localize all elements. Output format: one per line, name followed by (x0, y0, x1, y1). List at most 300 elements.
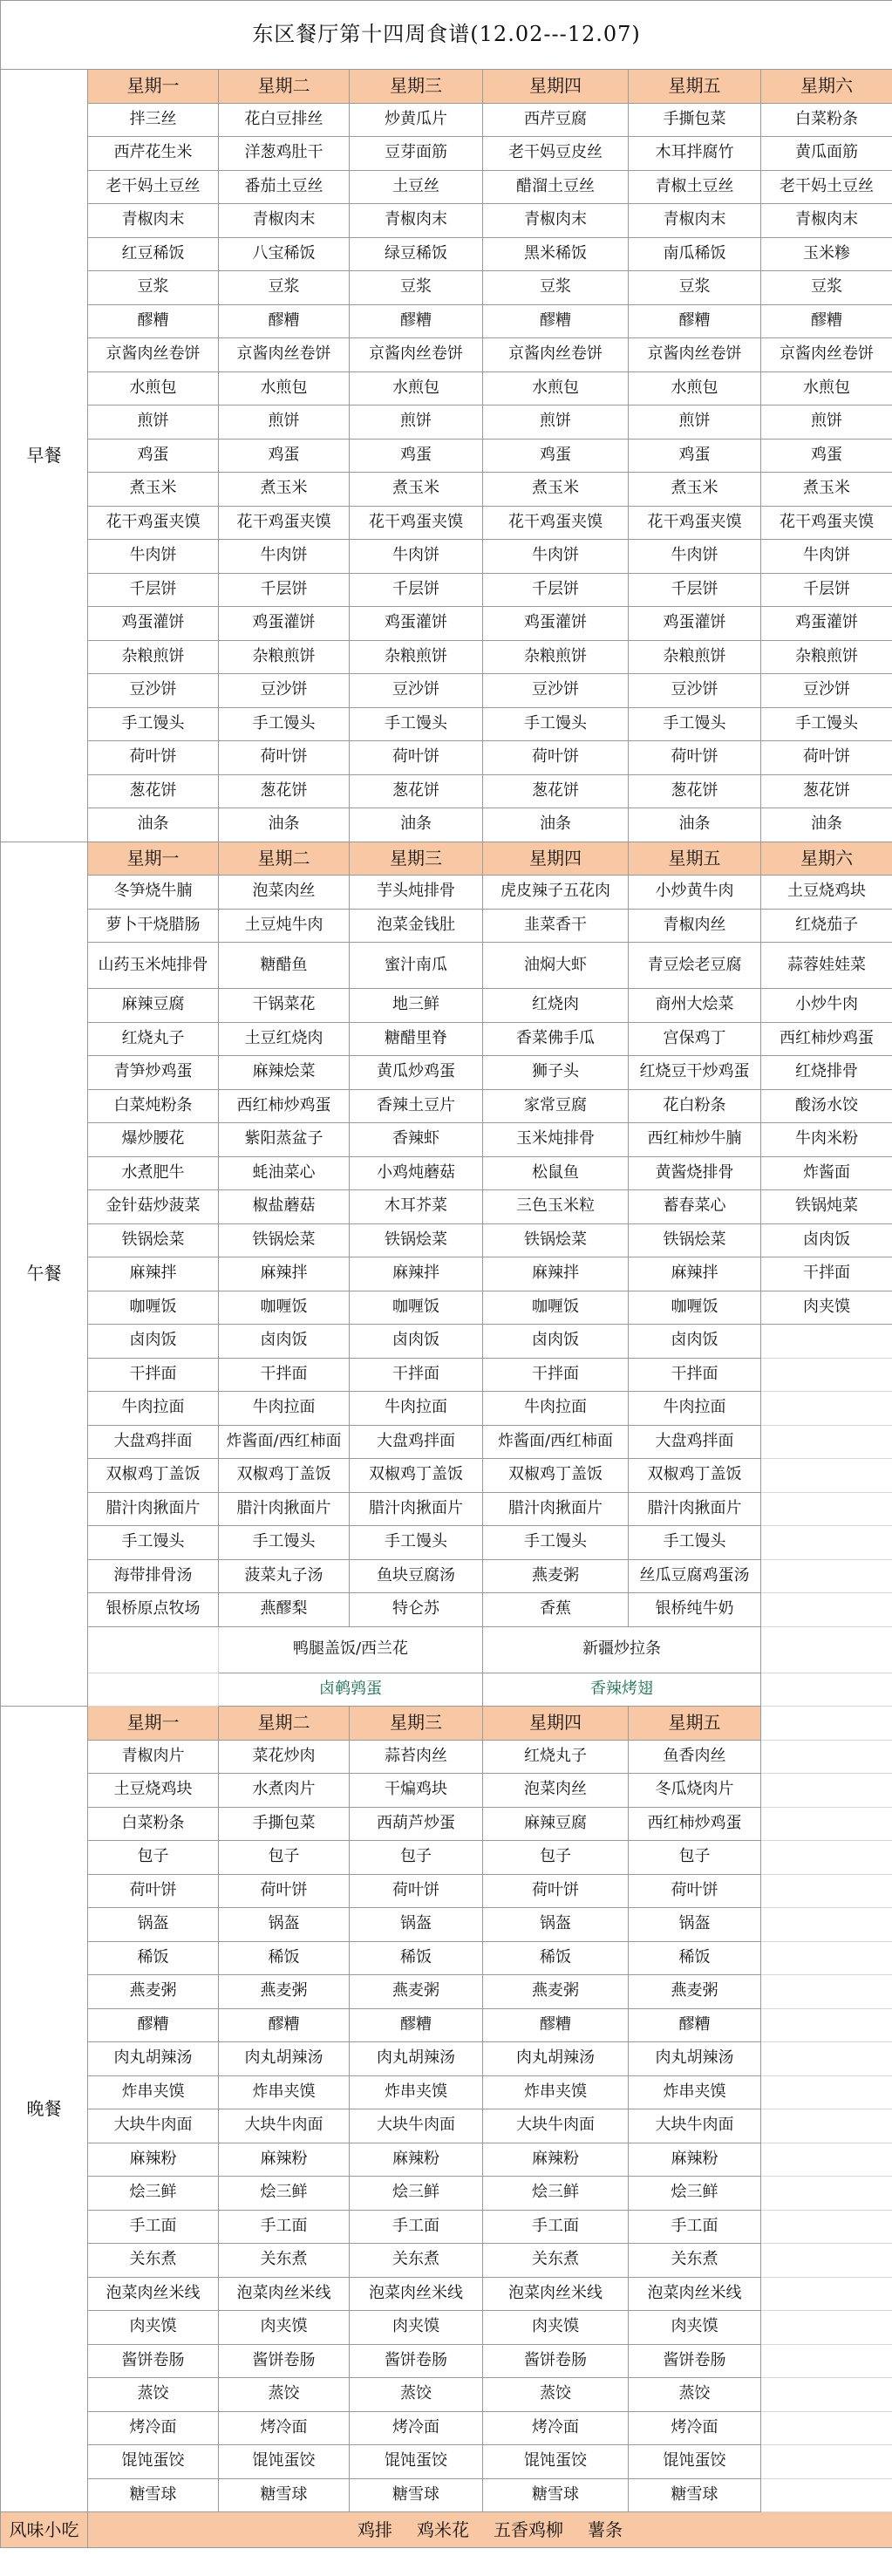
menu-cell: 煎饼 (219, 405, 350, 440)
menu-cell: 炸酱面 (761, 1156, 892, 1190)
menu-cell: 土豆丝 (350, 170, 483, 204)
breakfast-row (1, 338, 892, 372)
menu-cell: 水煮肉片 (219, 1774, 350, 1808)
menu-cell: 手工面 (88, 2210, 219, 2244)
menu-cell: 双椒鸡丁盖饭 (219, 1459, 350, 1493)
menu-cell: 醪糟 (88, 304, 219, 338)
menu-cell: 京酱肉丝卷饼 (629, 338, 761, 372)
menu-cell: 红豆稀饭 (88, 237, 219, 271)
menu-cell: 手工馒头 (761, 707, 892, 741)
menu-cell: 蚝油菜心 (219, 1156, 350, 1190)
menu-cell: 香辣虾 (350, 1123, 483, 1157)
menu-cell: 牛肉拉面 (629, 1392, 761, 1426)
lunch-row (1, 1325, 892, 1359)
menu-cell: 锅盔 (629, 1908, 761, 1942)
menu-cell: 千层饼 (350, 573, 483, 607)
empty-cell (761, 2008, 892, 2042)
menu-cell: 冬瓜烧肉片 (629, 1774, 761, 1808)
day-header: 星期一 (88, 842, 219, 876)
menu-cell: 锅盔 (350, 1908, 483, 1942)
menu-cell: 牛肉饼 (350, 540, 483, 574)
snacks-row (1, 2512, 892, 2548)
menu-cell: 麻辣豆腐 (88, 989, 219, 1023)
menu-cell: 家常豆腐 (483, 1089, 629, 1123)
menu-cell: 泡菜肉丝米线 (219, 2277, 350, 2311)
menu-cell: 杂粮煎饼 (219, 640, 350, 674)
menu-cell: 肉丸胡辣汤 (629, 2042, 761, 2076)
menu-cell: 青笋炒鸡蛋 (88, 1056, 219, 1090)
empty-cell (761, 2042, 892, 2076)
menu-cell: 酱饼卷肠 (350, 2344, 483, 2378)
menu-cell: 香辣土豆片 (350, 1089, 483, 1123)
menu-cell: 麻辣拌 (219, 1257, 350, 1291)
snacks-list (88, 2512, 892, 2548)
lunch-row (1, 1123, 892, 1157)
menu-cell: 铁锅炖菜 (761, 1190, 892, 1224)
menu-cell: 青豆烩老豆腐 (629, 943, 761, 989)
menu-cell: 醋溜土豆丝 (483, 170, 629, 204)
menu-cell: 老干妈土豆丝 (88, 170, 219, 204)
menu-cell: 肉夹馍 (629, 2311, 761, 2345)
menu-cell: 松鼠鱼 (483, 1156, 629, 1190)
menu-cell: 鸡蛋 (88, 439, 219, 473)
dinner-row (1, 1807, 892, 1841)
menu-cell: 鸡蛋灌饼 (761, 607, 892, 641)
dinner-row (1, 1874, 892, 1908)
menu-cell: 大块牛肉面 (483, 2109, 629, 2143)
menu-cell: 腊汁肉揪面片 (483, 1492, 629, 1526)
menu-cell: 葱花饼 (350, 774, 483, 808)
menu-cell: 煮玉米 (483, 473, 629, 507)
menu-cell: 咖喱饭 (219, 1291, 350, 1325)
menu-cell: 手工面 (350, 2210, 483, 2244)
lunch-row (1, 1392, 892, 1426)
menu-cell: 菠菜丸子汤 (219, 1559, 350, 1593)
menu-cell: 鸡蛋 (761, 439, 892, 473)
snack-item: 薯条 (588, 2518, 623, 2540)
menu-cell: 黄酱烧排骨 (629, 1156, 761, 1190)
day-header: 星期一 (88, 1707, 219, 1741)
menu-cell: 老干妈土豆丝 (761, 170, 892, 204)
dinner-row (1, 2411, 892, 2445)
menu-cell: 小炒牛肉 (761, 989, 892, 1023)
menu-cell: 蓄春菜心 (629, 1190, 761, 1224)
day-header: 星期六 (761, 70, 892, 104)
menu-cell: 菜花炒肉 (219, 1740, 350, 1774)
menu-title: 东区餐厅第十四周食谱(12.02---12.07) (1, 1, 892, 70)
menu-cell: 炸串夹馍 (219, 2075, 350, 2109)
menu-cell: 酱饼卷肠 (629, 2344, 761, 2378)
menu-cell: 葱花饼 (483, 774, 629, 808)
menu-cell: 煮玉米 (219, 473, 350, 507)
breakfast-row (1, 808, 892, 842)
menu-cell: 油条 (629, 808, 761, 842)
menu-cell: 关东煮 (629, 2244, 761, 2278)
dinner-row (1, 2277, 892, 2311)
menu-cell: 蜜汁南瓜 (350, 943, 483, 989)
menu-cell: 手工馒头 (219, 1526, 350, 1560)
menu-cell: 玉米炖排骨 (483, 1123, 629, 1157)
menu-cell: 小鸡炖蘑菇 (350, 1156, 483, 1190)
menu-cell: 拌三丝 (88, 103, 219, 137)
menu-cell: 烤冷面 (350, 2411, 483, 2445)
dinner-row (1, 1740, 892, 1774)
empty-cell (761, 2244, 892, 2278)
menu-cell: 大块牛肉面 (219, 2109, 350, 2143)
empty-cell (761, 2143, 892, 2177)
menu-cell: 肉夹馍 (88, 2311, 219, 2345)
menu-cell: 蒸饺 (219, 2378, 350, 2412)
menu-cell: 稀饭 (629, 1941, 761, 1975)
menu-cell: 花干鸡蛋夹馍 (350, 506, 483, 540)
day-header: 星期三 (350, 1707, 483, 1741)
menu-cell: 牛肉拉面 (350, 1392, 483, 1426)
dinner-row (1, 1841, 892, 1875)
menu-cell: 卤肉饭 (483, 1325, 629, 1359)
menu-cell: 青椒肉末 (483, 204, 629, 238)
meal-label-breakfast: 早餐 (1, 70, 88, 842)
menu-cell: 牛肉拉面 (483, 1392, 629, 1426)
menu-cell: 麻辣粉 (483, 2143, 629, 2177)
menu-cell: 炸串夹馍 (88, 2075, 219, 2109)
menu-cell: 腊汁肉揪面片 (88, 1492, 219, 1526)
empty-cell (761, 1626, 892, 1673)
menu-cell: 干拌面 (219, 1358, 350, 1392)
menu-cell: 酸汤水饺 (761, 1089, 892, 1123)
menu-cell: 煮玉米 (350, 473, 483, 507)
menu-cell: 牛肉饼 (219, 540, 350, 574)
menu-cell: 麻辣拌 (483, 1257, 629, 1291)
menu-cell: 西红柿炒鸡蛋 (629, 1807, 761, 1841)
empty-cell (761, 2311, 892, 2345)
menu-cell: 千层饼 (88, 573, 219, 607)
menu-cell: 新疆炒拉条 (483, 1626, 761, 1673)
menu-cell: 花干鸡蛋夹馍 (761, 506, 892, 540)
menu-cell: 牛肉饼 (88, 540, 219, 574)
menu-cell: 千层饼 (629, 573, 761, 607)
menu-cell: 鸡蛋灌饼 (350, 607, 483, 641)
menu-cell: 卤肉饭 (219, 1325, 350, 1359)
menu-cell: 虎皮辣子五花肉 (483, 876, 629, 910)
empty-cell (761, 1325, 892, 1359)
menu-cell: 牛肉拉面 (88, 1392, 219, 1426)
menu-cell: 麻辣粉 (629, 2143, 761, 2177)
menu-cell: 油条 (219, 808, 350, 842)
menu-cell: 稀饭 (219, 1941, 350, 1975)
lunch-row (1, 1593, 892, 1627)
menu-cell: 关东煮 (219, 2244, 350, 2278)
day-header: 星期二 (219, 1707, 350, 1741)
menu-cell: 糖雪球 (350, 2478, 483, 2512)
menu-cell: 煮玉米 (761, 473, 892, 507)
menu-cell: 香蕉 (483, 1593, 629, 1627)
menu-cell: 西红柿炒牛腩 (629, 1123, 761, 1157)
menu-cell: 肉丸胡辣汤 (483, 2042, 629, 2076)
menu-cell: 卤肉饭 (761, 1223, 892, 1257)
menu-cell: 鸡蛋灌饼 (483, 607, 629, 641)
menu-cell: 肉丸胡辣汤 (88, 2042, 219, 2076)
menu-cell: 青椒肉末 (629, 204, 761, 238)
menu-cell: 豆浆 (350, 271, 483, 305)
empty-cell (761, 1941, 892, 1975)
menu-cell: 水煎包 (761, 371, 892, 405)
lunch-row (1, 989, 892, 1023)
menu-cell: 燕麦粥 (88, 1975, 219, 2009)
dinner-row (1, 2143, 892, 2177)
breakfast-row (1, 371, 892, 405)
menu-cell: 青椒土豆丝 (629, 170, 761, 204)
menu-cell: 椒盐蘑菇 (219, 1190, 350, 1224)
menu-cell: 香菜佛手瓜 (483, 1022, 629, 1056)
menu-cell: 绿豆稀饭 (350, 237, 483, 271)
lunch-row (1, 876, 892, 910)
menu-cell: 西红柿炒鸡蛋 (219, 1089, 350, 1123)
menu-cell: 手工馒头 (350, 707, 483, 741)
menu-cell: 牛肉饼 (483, 540, 629, 574)
menu-cell: 青椒肉片 (88, 1740, 219, 1774)
breakfast-row (1, 439, 892, 473)
lunch-row (1, 1358, 892, 1392)
menu-cell: 麻辣粉 (350, 2143, 483, 2177)
menu-cell: 宫保鸡丁 (629, 1022, 761, 1056)
menu-cell: 鸡蛋灌饼 (88, 607, 219, 641)
menu-cell: 腊汁肉揪面片 (629, 1492, 761, 1526)
menu-cell: 烩三鲜 (219, 2177, 350, 2211)
menu-cell: 烤冷面 (219, 2411, 350, 2445)
menu-cell: 玉米糁 (761, 237, 892, 271)
menu-cell: 糖雪球 (629, 2478, 761, 2512)
menu-cell: 锅盔 (88, 1908, 219, 1942)
breakfast-row (1, 774, 892, 808)
menu-cell: 葱花饼 (761, 774, 892, 808)
menu-cell: 豆浆 (483, 271, 629, 305)
menu-cell: 老干妈豆皮丝 (483, 137, 629, 171)
dinner-row (1, 2008, 892, 2042)
menu-cell: 稀饭 (483, 1941, 629, 1975)
menu-cell: 油条 (761, 808, 892, 842)
day-header: 星期四 (483, 1707, 629, 1741)
day-header: 星期四 (483, 70, 629, 104)
menu-cell: 手工面 (629, 2210, 761, 2244)
menu-cell: 煎饼 (88, 405, 219, 440)
menu-cell: 荷叶饼 (761, 741, 892, 775)
menu-cell: 煎饼 (761, 405, 892, 440)
menu-cell: 荷叶饼 (483, 741, 629, 775)
menu-cell: 包子 (629, 1841, 761, 1875)
menu-cell: 醪糟 (219, 304, 350, 338)
menu-cell: 大块牛肉面 (88, 2109, 219, 2143)
menu-cell: 馄饨蛋饺 (88, 2445, 219, 2479)
menu-cell: 双椒鸡丁盖饭 (88, 1459, 219, 1493)
menu-cell: 鸡蛋 (629, 439, 761, 473)
menu-cell: 铁锅烩菜 (483, 1223, 629, 1257)
menu-cell: 水煎包 (88, 371, 219, 405)
menu-cell: 醪糟 (761, 304, 892, 338)
menu-cell: 稀饭 (350, 1941, 483, 1975)
menu-cell: 西芹花生米 (88, 137, 219, 171)
snack-item: 五香鸡柳 (494, 2518, 564, 2540)
menu-cell: 干拌面 (483, 1358, 629, 1392)
menu-cell: 烩三鲜 (629, 2177, 761, 2211)
menu-cell: 花白豆排丝 (219, 103, 350, 137)
menu-cell: 手撕包菜 (629, 103, 761, 137)
menu-cell: 醪糟 (483, 304, 629, 338)
menu-cell: 三色玉米粒 (483, 1190, 629, 1224)
empty-cell (761, 1492, 892, 1526)
menu-cell: 荷叶饼 (483, 1874, 629, 1908)
menu-cell: 青椒肉末 (350, 204, 483, 238)
empty-cell (761, 2478, 892, 2512)
menu-cell: 麻辣拌 (629, 1257, 761, 1291)
dinner-row (1, 2445, 892, 2479)
menu-cell: 红烧丸子 (88, 1022, 219, 1056)
empty-cell (761, 1975, 892, 2009)
menu-cell: 荷叶饼 (350, 741, 483, 775)
empty-cell (88, 1673, 219, 1707)
breakfast-row (1, 473, 892, 507)
menu-cell-special: 卤鹌鹑蛋 (219, 1673, 483, 1707)
menu-cell: 手工馒头 (350, 1526, 483, 1560)
menu-cell: 肉丸胡辣汤 (219, 2042, 350, 2076)
menu-cell: 丝瓜豆腐鸡蛋汤 (629, 1559, 761, 1593)
menu-cell: 咖喱饭 (483, 1291, 629, 1325)
menu-cell: 小炒黄牛肉 (629, 876, 761, 910)
lunch-row (1, 1526, 892, 1560)
menu-cell: 卤肉饭 (629, 1325, 761, 1359)
dinner-row (1, 2177, 892, 2211)
menu-cell: 醪糟 (350, 304, 483, 338)
menu-cell: 荷叶饼 (629, 741, 761, 775)
breakfast-row (1, 707, 892, 741)
menu-cell: 杂粮煎饼 (88, 640, 219, 674)
breakfast-row (1, 573, 892, 607)
lunch-row (1, 1291, 892, 1325)
menu-cell: 燕麦粥 (629, 1975, 761, 2009)
menu-cell: 泡菜肉丝米线 (629, 2277, 761, 2311)
menu-cell: 馄饨蛋饺 (350, 2445, 483, 2479)
menu-cell: 荷叶饼 (88, 741, 219, 775)
menu-cell: 煮玉米 (88, 473, 219, 507)
menu-cell: 荷叶饼 (629, 1874, 761, 1908)
menu-cell: 葱花饼 (88, 774, 219, 808)
dinner-row (1, 2478, 892, 2512)
menu-cell: 木耳芥菜 (350, 1190, 483, 1224)
menu-cell: 炸串夹馍 (629, 2075, 761, 2109)
menu-cell: 牛肉饼 (629, 540, 761, 574)
menu-cell: 牛肉饼 (761, 540, 892, 574)
menu-cell: 烩三鲜 (350, 2177, 483, 2211)
menu-cell: 豆沙饼 (483, 674, 629, 708)
menu-cell: 铁锅烩菜 (350, 1223, 483, 1257)
empty-cell (761, 1459, 892, 1493)
menu-cell: 手工馒头 (629, 707, 761, 741)
menu-cell: 杂粮煎饼 (350, 640, 483, 674)
menu-cell: 干拌面 (629, 1358, 761, 1392)
menu-cell: 铁锅烩菜 (629, 1223, 761, 1257)
menu-cell: 鱼块豆腐汤 (350, 1559, 483, 1593)
menu-cell: 油条 (88, 808, 219, 842)
lunch-row (1, 1223, 892, 1257)
menu-cell: 烩三鲜 (483, 2177, 629, 2211)
breakfast-row (1, 506, 892, 540)
menu-cell: 豆芽面筋 (350, 137, 483, 171)
menu-cell: 燕醪梨 (219, 1593, 350, 1627)
menu-cell: 冬笋烧牛腩 (88, 876, 219, 910)
menu-cell: 糖雪球 (219, 2478, 350, 2512)
dinner-row (1, 1908, 892, 1942)
menu-cell: 蒜蓉娃娃菜 (761, 943, 892, 989)
breakfast-row (1, 137, 892, 171)
menu-cell: 蒜苔肉丝 (350, 1740, 483, 1774)
menu-cell: 烤冷面 (88, 2411, 219, 2445)
menu-cell: 花干鸡蛋夹馍 (483, 506, 629, 540)
menu-cell: 手工面 (483, 2210, 629, 2244)
menu-cell: 干锅菜花 (219, 989, 350, 1023)
day-header: 星期二 (219, 842, 350, 876)
menu-cell: 醪糟 (629, 2008, 761, 2042)
menu-cell: 炸串夹馍 (483, 2075, 629, 2109)
menu-cell: 水煎包 (483, 371, 629, 405)
menu-cell: 双椒鸡丁盖饭 (483, 1459, 629, 1493)
lunch-row (1, 1022, 892, 1056)
menu-cell: 鸡蛋灌饼 (219, 607, 350, 641)
menu-cell: 南瓜稀饭 (629, 237, 761, 271)
lunch-special-row (1, 1673, 892, 1707)
day-header: 星期五 (629, 842, 761, 876)
menu-cell: 京酱肉丝卷饼 (761, 338, 892, 372)
menu-cell: 锅盔 (483, 1908, 629, 1942)
menu-cell: 牛肉米粉 (761, 1123, 892, 1157)
menu-cell: 黄瓜炒鸡蛋 (350, 1056, 483, 1090)
menu-cell: 关东煮 (483, 2244, 629, 2278)
menu-cell: 木耳拌腐竹 (629, 137, 761, 171)
breakfast-row (1, 741, 892, 775)
menu-cell: 醪糟 (350, 2008, 483, 2042)
empty-cell (761, 1593, 892, 1627)
menu-cell: 豆沙饼 (350, 674, 483, 708)
menu-cell: 麻辣拌 (88, 1257, 219, 1291)
menu-cell: 爆炒腰花 (88, 1123, 219, 1157)
empty-cell (761, 1392, 892, 1426)
menu-cell: 青椒肉末 (219, 204, 350, 238)
menu-cell: 手工面 (219, 2210, 350, 2244)
menu-cell: 洋葱鸡肚干 (219, 137, 350, 171)
menu-cell: 肉夹馍 (350, 2311, 483, 2345)
menu-cell: 干拌面 (350, 1358, 483, 1392)
dinner-row (1, 2244, 892, 2278)
snacks-label: 风味小吃 (1, 2512, 88, 2548)
empty-cell (761, 2344, 892, 2378)
menu-cell: 咖喱饭 (350, 1291, 483, 1325)
meal-label-dinner: 晚餐 (1, 1707, 88, 2512)
breakfast-row (1, 405, 892, 440)
menu-cell: 油条 (350, 808, 483, 842)
menu-cell: 青椒肉末 (88, 204, 219, 238)
menu-cell: 酱饼卷肠 (88, 2344, 219, 2378)
menu-cell: 炸酱面/西红柿面 (219, 1425, 350, 1459)
breakfast-header-row (1, 70, 892, 104)
empty-cell (761, 2210, 892, 2244)
day-header: 星期五 (629, 1707, 761, 1741)
menu-cell: 包子 (219, 1841, 350, 1875)
menu-cell: 山药玉米炖排骨 (88, 943, 219, 989)
dinner-row (1, 2344, 892, 2378)
menu-cell: 鸡蛋 (219, 439, 350, 473)
breakfast-row (1, 204, 892, 238)
menu-cell: 包子 (88, 1841, 219, 1875)
menu-cell: 泡菜肉丝 (219, 876, 350, 910)
menu-cell: 手工馒头 (219, 707, 350, 741)
